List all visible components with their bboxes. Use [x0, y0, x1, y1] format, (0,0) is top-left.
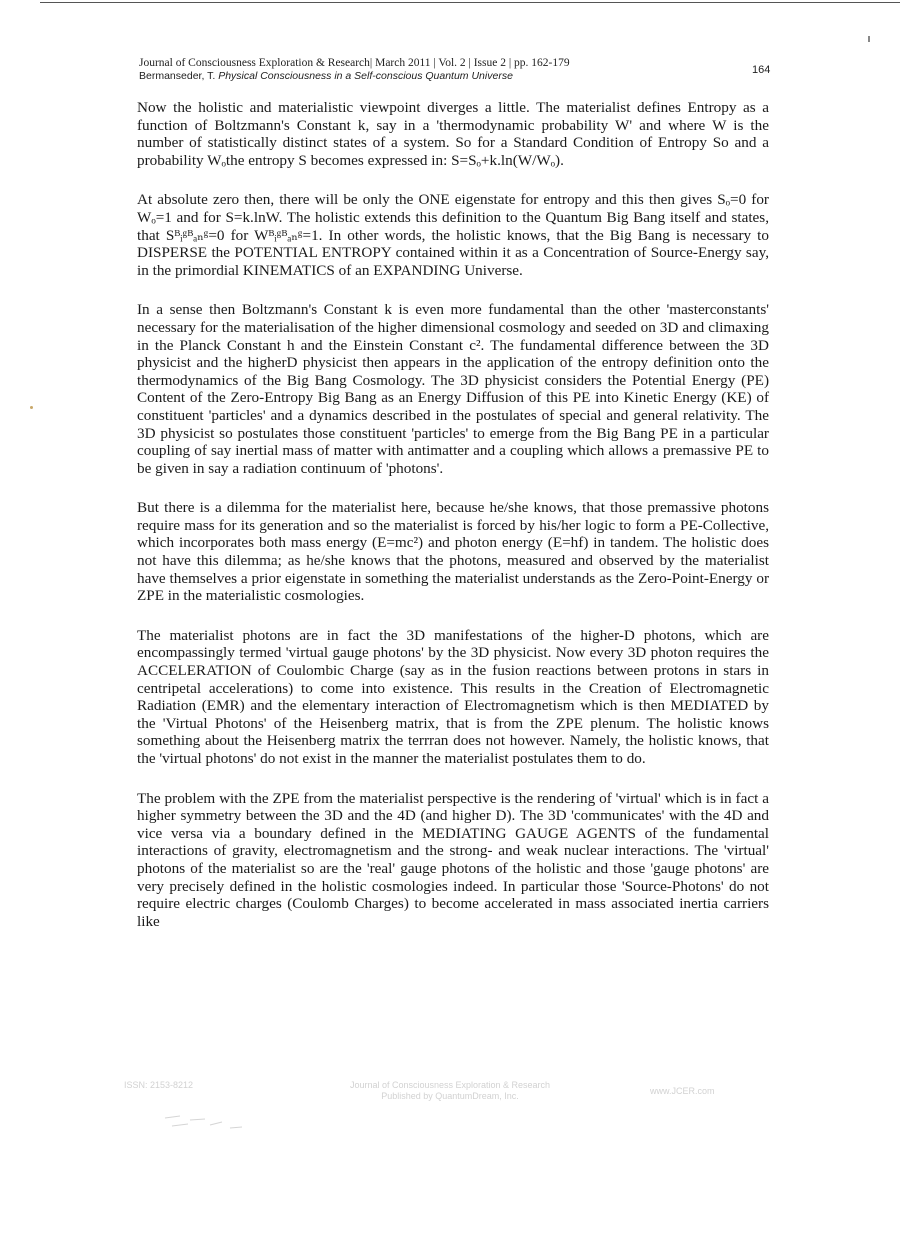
scan-smudge [160, 1110, 250, 1132]
scan-speck [30, 406, 33, 409]
paragraph: In a sense then Boltzmann's Constant k is even more fundamental than the other 'masterconstants' necessary for the materialisation of the higher dimensional cosmology and seeded on 3D and climaxing in the Planck Constant h and the Einstein Constant c². The fundamental difference between the 3D physicist and the higherD physicist then appears in the application of the entropy definition onto the thermodynamics of the Big Bang Cosmology. The 3D physicist considers the Potential Energy (PE) Content of the Zero-Entropy Big Bang as an Energy Diffusion of this PE into Kinetic Energy (KE) of constituent 'particles' and a dynamics described in the postulates of special and general relativity. The 3D physicist so postulates those constituent 'particles' to emerge from the Big Bang PE in a particular coupling of say inertial mass of matter with antimatter and a coupling which allows a premassive PE to be given in say a radiation continuum of 'photons'. [137, 301, 769, 477]
paragraph: The problem with the ZPE from the materialist perspective is the rendering of 'virtual' which is in fact a higher symmetry between the 3D and the 4D (and higher D). The 3D 'communicates' with the 4D and vice versa via a boundary defined in the MEDIATING GAUGE AGENTS of the fundamental interactions of gravity, electromagnetism and the strong- and weak nuclear interactions. The 'virtual' photons of the materialist so are the 'real' gauge photons of the holistic and those 'gauge photons' are very precisely defined in the holistic cosmologies indeed. In particular those 'Source-Photons' do not require electric charges (Coulomb Charges) to become accelerated in mass associated inertia carriers like [137, 789, 769, 930]
journal-citation: Journal of Consciousness Exploration & Research| March 2011 | Vol. 2 | Issue 2 | pp. 162-179 [139, 57, 570, 69]
article-title: Physical Consciousness in a Self-conscious Quantum Universe [218, 70, 513, 82]
paragraph: But there is a dilemma for the materialist here, because he/she knows, that those premassive photons require mass for its generation and so the materialist is forced by his/her logic to form a PE-Collective, which incorporates both mass energy (E=mc²) and photon energy (E=hf) in tandem. The holistic does not have this dilemma; as he/she knows that the photons, measured and observed by the materialist have themselves a prior eigenstate in something the materialist understands as the Zero-Point-Energy or ZPE in the materialistic cosmologies. [137, 499, 769, 605]
paragraph: At absolute zero then, there will be only the ONE eigenstate for entropy and this then gives Sₒ=0 for Wₒ=1 and for S=k.lnW. The holistic extends this definition to the Quantum Big Bang itself and states, that Sᴮᵢᵍᴮₐₙᵍ=0 for Wᴮᵢᵍᴮₐₙᵍ=1. In other words, the holistic knows, that the Big Bang is necessary to DISPERSE the POTENTIAL ENTROPY contained within it as a Concentration of Source-Energy say, in the primordial KINEMATICS of an EXPANDING Universe. [137, 191, 769, 279]
author-title-line [139, 70, 779, 83]
article-body [137, 99, 769, 930]
scan-mark [868, 36, 870, 42]
page-footer [0, 1080, 900, 1120]
paragraph: Now the holistic and materialistic viewpoint diverges a little. The materialist defines Entropy as a function of Boltzmann's Constant k, say in a 'thermodynamic probability W' and where W is the number of statistically distinct states of a system. So for a Standard Condition of Entropy So and a probability Wₒthe entropy S becomes expressed in: S=Sₒ+k.ln(W/Wₒ). [137, 99, 769, 169]
running-header [139, 56, 779, 83]
paragraph: The materialist photons are in fact the 3D manifestations of the higher-D photons, which are encompassingly termed 'virtual gauge photons' by the 3D physicist. Now every 3D photon requires the ACCELERATION of Coulombic Charge (say as in the fusion reactions between protons in stars in centripetal accelerations) to come into existence. This results in the Creation of Electromagnetic Radiation (EMR) and the elementary interaction of Electromagnetism which is then MEDIATED by the 'Virtual Photons' of the Heisenberg matrix, that is from the ZPE plenum. The holistic knows something about the Heisenberg matrix the terrran does not however. Namely, the holistic knows, that the 'virtual photons' do not exist in the manner the materialist postulates them to do. [137, 626, 769, 767]
footer-url: www.JCER.com [650, 1086, 715, 1096]
footer-journal-name: Journal of Consciousness Exploration & Research [349, 1080, 551, 1090]
footer-publisher [320, 1080, 580, 1102]
footer-issn: ISSN: 2153-8212 [124, 1080, 194, 1090]
footer-published-by: Published by QuantumDream, Inc. [381, 1091, 519, 1101]
page-number: 164 [752, 64, 771, 76]
top-scan-rule [40, 2, 900, 3]
author-name: Bermanseder, T. [139, 70, 216, 82]
